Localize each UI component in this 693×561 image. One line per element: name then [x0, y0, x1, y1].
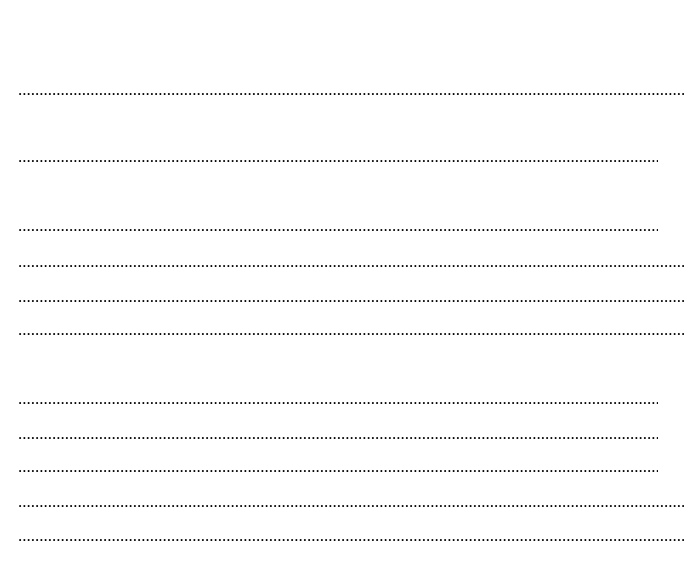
toc-entry-4-first-line[interactable]: [18, 354, 686, 376]
toc-entry-2[interactable]: [18, 215, 686, 237]
toc-entry-1-first-line[interactable]: [18, 114, 686, 136]
dot-leader: [18, 423, 658, 445]
dot-leader: [18, 319, 684, 341]
toc-entry-2-1[interactable]: [18, 251, 686, 273]
dot-leader: [18, 525, 684, 547]
dot-leader: [18, 79, 684, 101]
toc-entry-3[interactable]: [18, 319, 686, 341]
toc-entry-1[interactable]: [18, 146, 686, 168]
toc-entry-2-2[interactable]: [18, 286, 686, 308]
toc-entry-conclusion[interactable]: [18, 491, 686, 513]
toc-entry-2-first-line[interactable]: [18, 181, 686, 203]
toc-entry-introduction[interactable]: [18, 79, 686, 101]
dot-leader: [18, 388, 658, 410]
dot-leader: [18, 456, 658, 478]
toc-entry-references[interactable]: [18, 525, 686, 547]
toc-entry-4-2[interactable]: [18, 456, 686, 478]
toc-entry-4-1[interactable]: [18, 423, 686, 445]
dot-leader: [18, 491, 684, 513]
toc-entry-4[interactable]: [18, 388, 686, 410]
dot-leader: [18, 146, 658, 168]
dot-leader: [18, 286, 684, 308]
dot-leader: [18, 215, 658, 237]
dot-leader: [18, 251, 684, 273]
